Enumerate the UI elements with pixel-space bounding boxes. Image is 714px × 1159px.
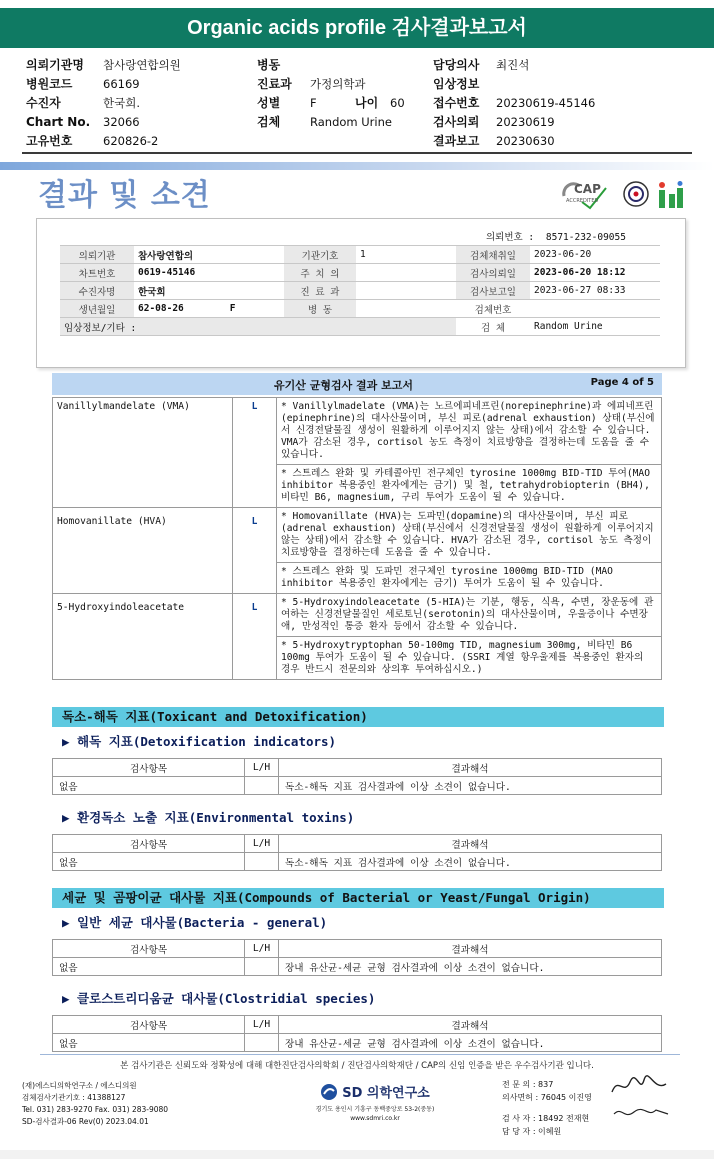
- interpretation-text: * Vanillylmadelate (VMA)는 노르에피네프린(norepinephrine)과 에피네프린(epinephrine)의 대사산물이며, 부신 피로(adrenal exhaustion) 상태(부신에서 신경전달물질 생성이 원활하게 이루어지지 않는 상태)에서 감소할 수 있습니다. VMA가 감소된 경우, cortisol 농도 측정이 치료방향을 결정하는데 도움을 줄 수 있습니다.: [277, 398, 662, 465]
- footer-lab-info: [22, 1080, 168, 1128]
- dept-value: 가정의학과: [310, 77, 366, 91]
- info-value: 2023-06-27 08:33: [530, 282, 660, 300]
- footer-signatures: [502, 1078, 592, 1138]
- recommendation-text: * 5-Hydroxytryptophan 50-100mg TID, magnesium 300mg, 비타민 B6 100mg 투여가 도움이 될 수 있습니다. (SSRI 계열 항우울제를 복용중인 환자의 경우 반드시 전문의와 상의후 투여하십시오.): [277, 637, 662, 680]
- info-row: [60, 318, 660, 336]
- table-header-row: [53, 759, 662, 777]
- info-value: 2023-06-20 18:12: [530, 264, 660, 282]
- section-title: 결과 및 소견: [38, 178, 211, 213]
- uid-value: 620826-2: [103, 134, 159, 148]
- col-header-interp: 결과해석: [279, 759, 662, 777]
- recommendation-text: * 스트레스 완화 및 카테콜아민 전구체인 tyrosine 1000mg BID-TID 투여(MAO inhibitor 복용중인 환자에게는 금기) 및 철, tetrahydrobiopterin (BH4), 비타민 B6, magnesium, 구리 투여가 도움이 될 수 있습니다.: [277, 465, 662, 508]
- receipt-value: 20230619-45146: [496, 96, 596, 110]
- patient-label: 수진자: [26, 96, 61, 110]
- signature-1-icon: [610, 1074, 670, 1098]
- report-date-label: 결과보고: [433, 134, 480, 148]
- env-toxin-table: [52, 834, 662, 871]
- info-label: 검체번호: [456, 300, 530, 318]
- sd-logo-icon: [320, 1083, 338, 1101]
- item-cell: 없음: [53, 777, 245, 795]
- ward-label: 병동: [257, 58, 281, 72]
- info-label: 기관기호: [284, 246, 356, 264]
- lh-cell: [245, 1034, 279, 1052]
- info-label: 검체채취일: [456, 246, 530, 264]
- report-section-header: [52, 373, 662, 395]
- detox-subheader: ▶ 해독 지표(Detoxification indicators): [62, 734, 337, 749]
- info-label: 수진자명: [60, 282, 134, 300]
- interp-cell: 독소-해독 지표 검사결과에 이상 소견이 없습니다.: [279, 777, 662, 795]
- lh-cell: [245, 853, 279, 871]
- col-header-item: 검사항목: [53, 1016, 245, 1034]
- signature-2-icon: [612, 1104, 670, 1122]
- level-flag: L: [233, 398, 277, 508]
- analyte-name: Vanillylmandelate (VMA): [53, 398, 233, 508]
- col-header-interp: 결과해석: [279, 835, 662, 853]
- bottom-band: [0, 1150, 714, 1159]
- certification-note: 본 검사기관은 신뢰도와 정확성에 대해 대한진단검사의학회 / 진단검사의학재단 / CAP의 신임 인증을 받은 우수검사기관 입니다.: [120, 1061, 594, 1071]
- lab-certification-icon: [656, 180, 686, 210]
- report-title: Organic acids profile 검사결과보고서: [0, 8, 714, 48]
- request-number-value: 8571-232-09055: [545, 232, 626, 243]
- bacteria-general-table: [52, 939, 662, 976]
- specimen-value: Random Urine: [530, 318, 660, 336]
- bacteria-general-subheader: ▶ 일반 세균 대사물(Bacteria - general): [62, 915, 328, 930]
- report-date-value: 20230630: [496, 134, 555, 148]
- info-value: [356, 282, 456, 300]
- info-row: [60, 246, 660, 264]
- info-row: [60, 264, 660, 282]
- specimen-label: 검체: [257, 115, 281, 129]
- brand-address: 경기도 용인시 기흥구 동백중앙로 53-2(중동): [315, 1106, 435, 1113]
- request-number: [486, 229, 626, 243]
- brand-url: www.sdmri.co.kr: [350, 1115, 400, 1122]
- brand-name: SD 의학연구소: [342, 1086, 430, 1101]
- table-row: [53, 853, 662, 871]
- result-row: [53, 594, 662, 637]
- sex-value: F: [310, 96, 317, 110]
- birthdate-value: 62-08-26: [138, 303, 184, 314]
- level-flag: L: [233, 508, 277, 594]
- doctor-value: 최진석: [496, 58, 530, 72]
- table-header-row: [53, 1016, 662, 1034]
- doctor-label: 담당의사: [433, 58, 480, 72]
- table-row: [53, 958, 662, 976]
- clinical-label: 임상정보: [433, 77, 480, 91]
- header-fields: [0, 56, 714, 150]
- col-header-lh: L/H: [245, 759, 279, 777]
- info-row: [60, 282, 660, 300]
- results-table: [52, 397, 662, 680]
- clinical-info-label: 임상정보/기타 :: [60, 318, 456, 336]
- patient-value: 한국희.: [103, 96, 140, 110]
- col-header-lh: L/H: [245, 835, 279, 853]
- req-inst-label: 의뢰기관명: [26, 58, 84, 72]
- item-cell: 없음: [53, 958, 245, 976]
- chart-value: 32066: [103, 115, 140, 129]
- info-value: [356, 300, 456, 318]
- bacterial-section-header: 세균 및 곰팡이균 대사물 지표(Compounds of Bacterial or Yeast/Fungal Origin): [52, 888, 664, 908]
- sex-value: F: [229, 303, 236, 314]
- info-label: 검사보고일: [456, 282, 530, 300]
- info-label: 생년월일: [60, 300, 134, 318]
- cap-logo-text: CAP: [574, 182, 601, 196]
- interp-cell: 독소-해독 지표 검사결과에 이상 소견이 없습니다.: [279, 853, 662, 871]
- footer-divider: [40, 1054, 680, 1055]
- info-value: 1: [356, 246, 456, 264]
- lh-cell: [245, 958, 279, 976]
- dept-label: 진료과: [257, 77, 292, 91]
- lh-cell: [245, 777, 279, 795]
- spacer-line: [502, 1104, 592, 1112]
- result-row: [53, 508, 662, 563]
- info-value: 참사랑연합의: [134, 246, 284, 264]
- info-value: 0619-45146: [134, 264, 284, 282]
- manager-line: 담 당 자 : 이혜원: [502, 1127, 562, 1136]
- col-header-lh: L/H: [245, 940, 279, 958]
- certification-logos: [560, 178, 690, 214]
- req-inst-value: 참사랑연합의원: [103, 58, 181, 72]
- license-line: 의사면허 : 76045 이진영: [502, 1093, 592, 1102]
- analyte-name: Homovanillate (HVA): [53, 508, 233, 594]
- recommendation-text: * 스트레스 완화 및 도파민 전구체인 tyrosine 1000mg BID-TID (MAO inhibitor 복용중인 환자에게는 금기) 투여가 도움이 될 수 있습니다.: [277, 563, 662, 594]
- item-cell: 없음: [53, 1034, 245, 1052]
- request-number-label: 의뢰번호 :: [486, 232, 535, 243]
- level-flag: L: [233, 594, 277, 680]
- footer-brand: [290, 1082, 460, 1122]
- specialist-line: 전 문 의 : 837: [502, 1080, 554, 1089]
- cap-logo-subtext: ACCREDITED: [566, 198, 599, 204]
- info-label: 진 료 과: [284, 282, 356, 300]
- interp-cell: 장내 유산균-세균 균형 검사결과에 이상 소견이 없습니다.: [279, 958, 662, 976]
- env-toxin-subheader: ▶ 환경독소 노출 지표(Environmental toxins): [62, 810, 355, 825]
- col-header-item: 검사항목: [53, 759, 245, 777]
- specimen-value: Random Urine: [310, 115, 392, 129]
- age-label: 나이: [355, 96, 379, 110]
- receipt-label: 접수번호: [433, 96, 480, 110]
- table-header-row: [53, 940, 662, 958]
- hosp-code-label: 병원코드: [26, 77, 73, 91]
- table-header-row: [53, 835, 662, 853]
- info-label: 주 치 의: [284, 264, 356, 282]
- info-label: 검사의뢰일: [456, 264, 530, 282]
- hosp-code-value: 66169: [103, 77, 140, 91]
- specimen-label: 검 체: [456, 318, 530, 336]
- kslm-seal-icon: [622, 180, 650, 208]
- col-header-interp: 결과해석: [279, 1016, 662, 1034]
- toxicant-section-header: 독소-해독 지표(Toxicant and Detoxification): [52, 707, 664, 727]
- info-value: [134, 300, 284, 318]
- interpretation-text: * 5-Hydroxyindoleacetate (5-HIA)는 기분, 행동, 식욕, 수면, 장운동에 관여하는 신경전달물질인 세로토닌(serotonin)의 대사산물이며, 우울증이나 수면장애, 만성적인 통증 환자 등에서 감소할 수 있습니다.: [277, 594, 662, 637]
- info-value: 2023-06-20: [530, 246, 660, 264]
- analyte-name: 5-Hydroxyindoleacetate: [53, 594, 233, 680]
- patient-info-table: [60, 245, 660, 336]
- clostridia-table: [52, 1015, 662, 1052]
- uid-label: 고유번호: [26, 134, 73, 148]
- request-date-value: 20230619: [496, 115, 555, 129]
- col-header-interp: 결과해석: [279, 940, 662, 958]
- table-row: [53, 777, 662, 795]
- report-section-title: 유기산 균형검사 결과 보고서: [274, 379, 413, 392]
- lab-code: 검체검사기관기호 : 41388127: [22, 1093, 126, 1102]
- result-row: [53, 398, 662, 465]
- sex-label: 성별: [257, 96, 281, 110]
- item-cell: 없음: [53, 853, 245, 871]
- interp-cell: 장내 유산균-세균 균형 검사결과에 이상 소견이 없습니다.: [279, 1034, 662, 1052]
- age-value: 60: [390, 96, 405, 110]
- tester-line: 검 사 자 : 18492 전재현: [502, 1114, 590, 1123]
- clostridia-subheader: ▶ 클로스트리디움균 대사물(Clostridial species): [62, 991, 376, 1006]
- info-label: 차트번호: [60, 264, 134, 282]
- lab-name: (재)에스디의학연구소 / 에스디의원: [22, 1081, 137, 1090]
- col-header-item: 검사항목: [53, 835, 245, 853]
- table-row: [53, 1034, 662, 1052]
- info-value: 한국희: [134, 282, 284, 300]
- decorative-wave: [0, 162, 714, 170]
- lab-contact: Tel. 031) 283-9270 Fax. 031) 283-9080: [22, 1105, 169, 1114]
- col-header-lh: L/H: [245, 1016, 279, 1034]
- request-date-label: 검사의뢰: [433, 115, 480, 129]
- detox-table: [52, 758, 662, 795]
- info-value: [356, 264, 456, 282]
- form-revision: SD-검사결과-06 Rev(0) 2023.04.01: [22, 1117, 149, 1126]
- info-label: 의뢰기관: [60, 246, 134, 264]
- info-value: [530, 300, 660, 318]
- chart-label: Chart No.: [26, 115, 91, 129]
- info-row: [60, 300, 660, 318]
- header-divider: [22, 152, 692, 154]
- page-indicator: Page 4 of 5: [590, 377, 654, 388]
- interpretation-text: * Homovanillate (HVA)는 도파민(dopamine)의 대사산물이며, 부신 피로(adrenal exhaustion) 상태(부신에서 신경전달물질 생성이 원활하게 이루어지지 않는 상태)에서 감소할 수 있습니다. HVA가 감소된 경우, cortisol 농도 측정이 치료방향을 결정하는데 도움을 줄 수 있습니다.: [277, 508, 662, 563]
- col-header-item: 검사항목: [53, 940, 245, 958]
- info-label: 병 동: [284, 300, 356, 318]
